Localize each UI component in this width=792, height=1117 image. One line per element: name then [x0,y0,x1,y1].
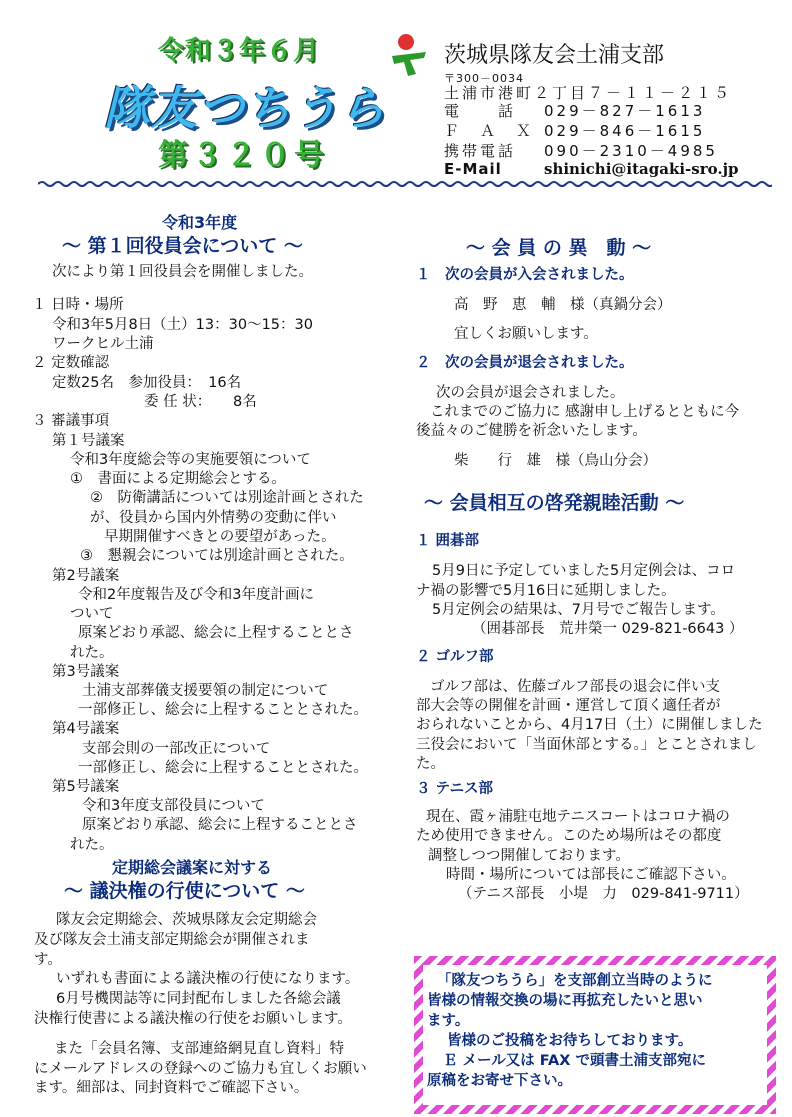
report-line: 原案どおり承認、総会に上程することとさ [82,817,358,833]
report-line: 土浦支部葬儀支援要領の制定について [82,683,329,699]
mobile-value: 090－2310－4985 [544,142,718,160]
joined-member: 高 野 恵 輔 様（真鍋分会） [454,297,672,313]
golf-club-line: 三役会において「当面休部とする。」とことされまし [416,737,757,753]
member-changes-title: ～ 会 員 の 異 動 ～ [466,237,652,259]
report-line: 一部修正し、総会に上程することとされた。 [78,760,368,776]
report-line: 次により第１回役員会を開催しました。 [52,264,313,280]
activities-title: ～ 会員相互の啓発親睦活動 ～ [424,492,685,514]
vote-line: 決権行使書による議決権の行使をお願いします。 [34,1011,352,1027]
postal-code: 〒300－0034 [444,72,524,85]
notice-line: Ｅ メール又は FAX で頭書土浦支部宛に [443,1053,706,1069]
report-line: 令和3年度支部役員について [82,798,265,814]
left-heading: ２ 次の会員が退会されました。 [416,355,634,371]
tennis-club-line: 時間・場所については部長にご確認下さい。 [446,867,736,883]
go-club-line: 5月9日に予定していました5月定例会は、コロ [432,563,736,579]
notice-line: 「隊友つちうら」を支部創立当時のように [437,973,713,989]
left-line-1: 次の会員が退会されました。 [436,385,625,401]
report-line: 支部会則の一部改正について [82,741,271,757]
fax-value: 029－846－1615 [544,122,706,140]
vote-line: にメールアドレスの登録へのご協力も宜しくお願い [34,1061,367,1077]
report-line: 委 任 状： 8名 [144,394,257,410]
notice-line: 皆様の情報交換の場に再拡充したいと思い [427,993,703,1009]
vote-title-top: 定期総会議案に対する [112,858,273,877]
report-line: 定数25名 参加役員： 16名 [52,375,242,391]
report-line: れた。 [70,645,114,661]
fax-label: Ｆ Ａ Ｘ [444,122,535,140]
report-line: 一部修正し、総会に上程することとされた。 [78,702,368,718]
tennis-club-line: （テニス部長 小堤 力 029-841-9711） [458,886,749,902]
joined-note: 宜しくお願いします。 [454,326,598,342]
issue-number: 第３２０号 [158,138,328,173]
golf-club-heading: ２ ゴルフ部 [416,649,494,665]
wavy-divider [38,180,772,188]
tel-value: 029－827－1613 [544,102,706,120]
vote-line: す。 [34,952,62,968]
golf-club-line: た。 [416,756,445,772]
tennis-club-line: 調整しつつ開催しております。 [428,848,630,864]
report-line: 第5号議案 [52,779,120,795]
report-line: ① 書面による定期総会とする。 [70,471,286,487]
joined-heading: １ 次の会員が入会されました。 [416,267,634,283]
issue-date: 令和３年６月 [158,36,321,66]
report-line: ３ 審議事項 [32,413,110,429]
newsletter-title: 隊友つちうら [104,81,386,135]
left-line-2: これまでのご協力に 感謝申し上げるとともに今 [430,404,740,420]
vote-line: 隊友会定期総会、茨城県隊友会定期総会 [56,912,317,928]
report-line: 原案どおり承認、総会に上程することとさ [78,625,354,641]
report-line: 第１号議案 [52,433,125,449]
report-line: 第2号議案 [52,568,120,584]
report-line: 令和3年5月8日（土）13：30～15：30 [52,317,313,333]
go-club-heading: １ 囲碁部 [416,533,480,549]
report-line: 第3号議案 [52,664,120,680]
report-line: ２ 定数確認 [32,355,110,371]
left-line-3: 後益々のご健勝を祈念いたします。 [416,423,647,439]
vote-line: いずれも書面による議決権の行使になります。 [56,971,360,987]
vote-line: また「会員名簿、支部連絡網見直し資料」特 [54,1041,344,1057]
tennis-club-line: 現在、霞ヶ浦駐屯地テニスコートはコロナ禍の [426,809,730,825]
meeting-title: ～ 第１回役員会について ～ [62,235,303,257]
report-line: 早期開催すべきとの要望があった。 [104,529,336,545]
golf-club-line: ゴルフ部は、佐藤ゴルフ部長の退会に伴い支 [430,679,720,695]
report-line: 令和2年度報告及び令和3年度計画に [78,587,314,603]
golf-club-line: 部大会等の開催を計画・運営して頂く適任者が [416,698,721,714]
golf-club-line: おられないことから、4月17日（土）に開催しました [416,717,763,733]
email-value: shinichi@itagaki-sro.jp [544,160,739,178]
meeting-title-year: 令和3年度 [162,213,238,232]
go-club-line: 5月定例会の結果は、7月号でご報告します。 [432,602,725,618]
report-line: ワークヒル土浦 [52,336,154,352]
mobile-label: 携帯電話 [444,142,517,160]
notice-line: ます。 [427,1013,470,1029]
vote-line: 6月号機関誌等に同封配布しました各総会議 [56,991,341,1007]
report-line: １ 日時・場所 [32,297,124,313]
org-name: 茨城県隊友会土浦支部 [444,43,665,68]
report-line: ついて [70,606,114,622]
logo-icon [386,30,436,80]
go-club-line: ナ禍の影響で5月16日に延期しました。 [416,583,676,599]
report-line: が、役員から国内外情勢の変動に伴い [90,510,337,526]
report-line: ② 防衛講話については別途計画とされた [90,490,364,506]
vote-line: 及び隊友会土浦支部定期総会が開催されま [34,932,310,948]
email-label: E-Mail [444,160,502,178]
tel-label: 電 話 [444,102,517,120]
notice-line: 原稿をお寄せ下さい。 [427,1073,572,1089]
address: 土浦市港町２丁目７－１１－２１５ [444,84,733,102]
vote-title: ～ 議決権の行使について ～ [64,880,305,902]
vote-line: ます。細部は、同封資料でご確認下さい。 [34,1080,309,1096]
go-club-line: （囲碁部長 荒井榮一 029-821-6643 ） [472,621,744,637]
report-line: ③ 懇親会については別途計画とされた。 [80,548,354,564]
report-line: れた。 [70,837,114,853]
tennis-club-heading: ３ テニス部 [416,781,493,797]
report-line: 第4号議案 [52,721,120,737]
notice-line: 皆様のご投稿をお待ちしております。 [447,1033,693,1049]
left-member: 柴 行 雄 様（鳥山分会） [454,453,657,469]
tennis-club-line: ため使用できません。このため場所はその都度 [416,828,722,844]
contribution-notice [414,956,776,1114]
report-line: 令和3年度総会等の実施要領について [70,452,311,468]
